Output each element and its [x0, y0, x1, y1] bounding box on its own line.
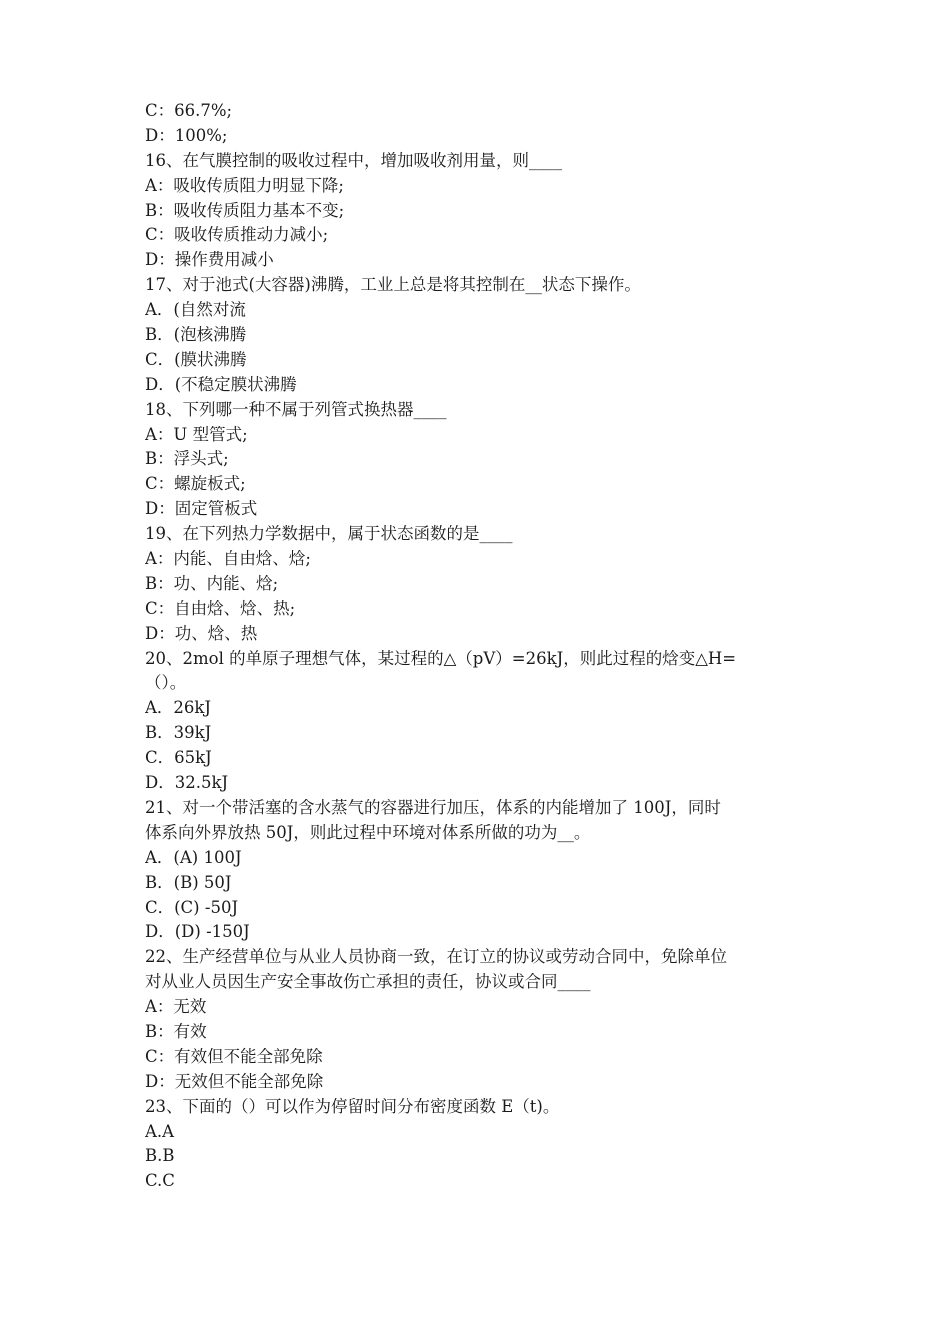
option-line: D．32.5kJ	[145, 773, 229, 793]
document-body	[145, 99, 810, 1194]
option-line: C．65kJ	[145, 748, 212, 768]
question-18: 18、下列哪一种不属于列管式换热器____	[145, 399, 447, 419]
question-21-continued: 体系向外界放热 50J，则此过程中环境对体系所做的功为__。	[145, 822, 591, 842]
option-line: D．(不稳定膜状沸腾	[145, 374, 297, 394]
option-line: A．(自然对流	[145, 300, 246, 320]
option-line: A.A	[145, 1121, 175, 1141]
option-line: D：固定管板式	[145, 499, 258, 519]
option-line: C：螺旋板式;	[145, 474, 246, 494]
option-line: D：100%;	[145, 125, 228, 145]
question-20: 20、2mol 的单原子理想气体，某过程的△（pV）=26kJ，则此过程的焓变△H=	[145, 648, 737, 668]
option-line: C：有效但不能全部免除	[145, 1046, 323, 1066]
option-line: C．(C) -50J	[145, 897, 239, 917]
option-line: B．(B) 50J	[145, 872, 232, 892]
option-line: B：吸收传质阻力基本不变;	[145, 200, 345, 220]
option-line: B：浮头式;	[145, 449, 229, 469]
option-line: D．(D) -150J	[145, 922, 250, 942]
question-16: 16、在气膜控制的吸收过程中，增加吸收剂用量，则____	[145, 150, 562, 170]
question-19: 19、在下列热力学数据中，属于状态函数的是____	[145, 524, 513, 544]
option-line: A．(A) 100J	[145, 847, 242, 867]
option-line: A：内能、自由焓、焓;	[145, 549, 311, 569]
option-line: B．(泡核沸腾	[145, 325, 247, 345]
option-line: B：功、内能、焓;	[145, 573, 279, 593]
option-line: A：吸收传质阻力明显下降;	[145, 175, 344, 195]
option-line: A．26kJ	[145, 698, 212, 718]
option-line: C：66.7%;	[145, 101, 233, 120]
option-line: A：无效	[145, 997, 207, 1017]
option-line: D：功、焓、热	[145, 623, 258, 643]
option-line: B：有效	[145, 1021, 207, 1041]
question-17: 17、对于池式(大容器)沸腾，工业上总是将其控制在__状态下操作。	[145, 275, 641, 295]
option-line: D：操作费用减小	[145, 250, 274, 270]
option-line: C．(膜状沸腾	[145, 349, 247, 369]
question-21: 21、对一个带活塞的含水蒸气的容器进行加压，体系的内能增加了 100J，同时	[145, 797, 721, 817]
option-line: C.C	[145, 1171, 175, 1191]
option-line: C：自由焓、焓、热;	[145, 598, 296, 618]
option-line: A：U 型管式;	[145, 424, 248, 444]
option-line: B.B	[145, 1146, 175, 1166]
question-23: 23、下面的（）可以作为停留时间分布密度函数 E（t)。	[145, 1096, 560, 1116]
option-line: B．39kJ	[145, 723, 212, 743]
question-22-continued: 对从业人员因生产安全事故伤亡承担的责任，协议或合同____	[145, 972, 591, 992]
option-line: D：无效但不能全部免除	[145, 1071, 324, 1091]
question-20-continued: （）。	[145, 673, 187, 693]
question-22: 22、生产经营单位与从业人员协商一致，在订立的协议或劳动合同中，免除单位	[145, 947, 727, 967]
option-line: C：吸收传质推动力减小;	[145, 225, 329, 245]
